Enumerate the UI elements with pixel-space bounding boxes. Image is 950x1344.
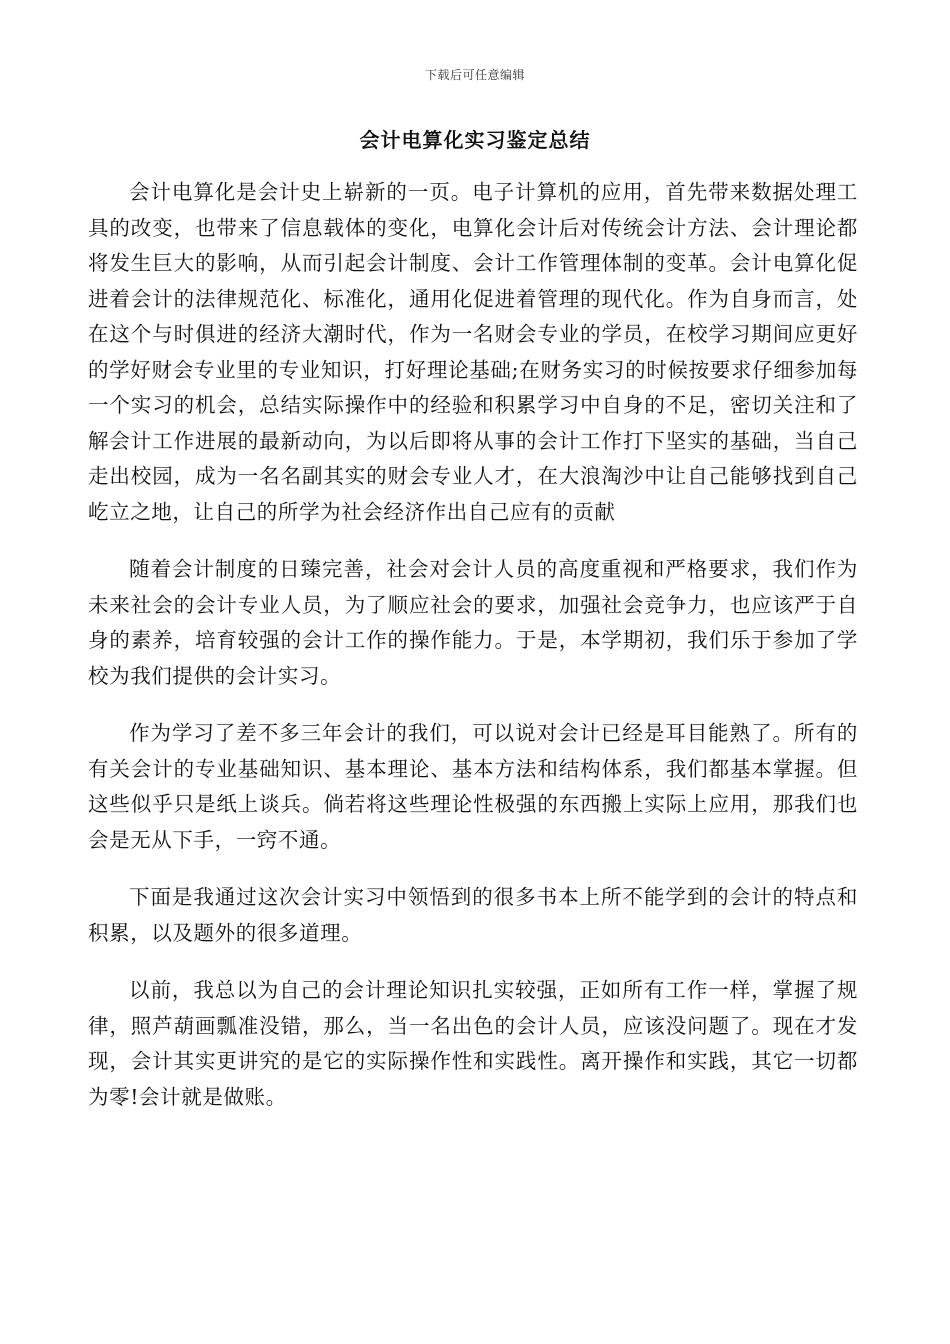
paragraph-2: 随着会计制度的日臻完善，社会对会计人员的高度重视和严格要求，我们作为未来社会的会计专业人员，为了顺应社会的要求，加强社会竞争力，也应该严于自身的素养，培育较强的会计工作的操作能力。于是，本学期初，我们乐于参加了学校为我们提供的会计实习。 [88,557,858,688]
document-body [88,175,858,1137]
paragraph-3: 作为学习了差不多三年会计的我们，可以说对会计已经是耳目能熟了。所有的有关会计的专业基础知识、基本理论、基本方法和结构体系，我们都基本掌握。但这些似乎只是纸上谈兵。倘若将这些理论性极强的东西搬上实际上应用，那我们也会是无从下手，一窍不通。 [88,721,858,852]
paragraph-1: 会计电算化是会计史上崭新的一页。电子计算机的应用，首先带来数据处理工具的改变，也带来了信息载体的变化，电算化会计后对传统会计方法、会计理论都将发生巨大的影响，从而引起会计制度、会计工作管理体制的变革。会计电算化促进着会计的法律规范化、标准化，通用化促进着管理的现代化。作为自身而言，处在这个与时俱进的经济大潮时代，作为一名财会专业的学员，在校学习期间应更好的学好财会专业里的专业知识，打好理论基础;在财务实习的时候按要求仔细参加每一个实习的机会，总结实际操作中的经验和积累学习中自身的不足，密切关注和了解会计工作进展的最新动向，为以后即将从事的会计工作打下坚实的基础，当自己走出校园，成为一名名副其实的财会专业人才，在大浪淘沙中让自己能够找到自己屹立之地，让自己的所学为社会经济作出自己应有的贡献 [88,180,858,524]
document-title: 会计电算化实习鉴定总结 [359,128,591,152]
header-note: 下载后可任意编辑 [424,68,525,82]
paragraph-4: 下面是我通过这次会计实习中领悟到的很多书本上所不能学到的会计的特点和积累，以及题外的很多道理。 [88,885,858,945]
paragraph-5: 以前，我总以为自己的会计理论知识扎实较强，正如所有工作一样，掌握了规律，照芦葫画瓢准没错，那么，当一名出色的会计人员，应该没问题了。现在才发现，会计其实更讲究的是它的实际操作性和实践性。离开操作和实践，其它一切都为零!会计就是做账。 [88,978,858,1109]
